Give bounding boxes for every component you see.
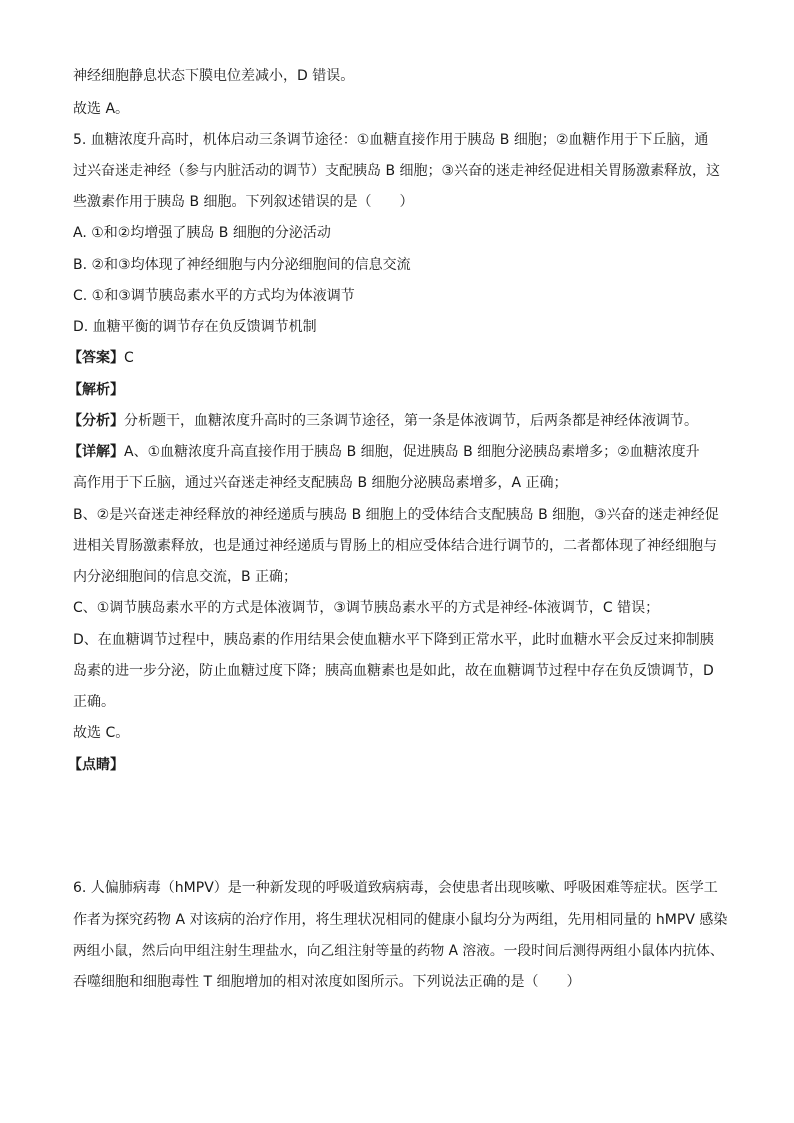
text-line: 神经细胞静息状态下膜电位差减小，D 错误。 bbox=[73, 68, 355, 84]
question-6-stem: 两组小鼠，然后向甲组注射生理盐水，向乙组注射等量的药物 A 溶液。一段时间后测得两组小鼠体内抗体、 bbox=[73, 943, 724, 959]
question-5-stem: 些激素作用于胰岛 B 细胞。下列叙述错误的是（ ） bbox=[73, 194, 414, 210]
fenxi-tag: 【分析】 bbox=[68, 413, 124, 429]
fenxi-text: 分析题干，血糖浓度升高时的三条调节途径，第一条是体液调节，后两条都是神经体液调节。 bbox=[124, 413, 698, 429]
answer-value: C bbox=[124, 350, 134, 366]
question-6-stem: 6. 人偏肺病毒（hMPV）是一种新发现的呼吸道致病病毒，会使患者出现咳嗽、呼吸困难等症状。医学工 bbox=[73, 880, 718, 896]
text-line: 故选 A。 bbox=[73, 101, 130, 117]
analysis-tag: 【解析】 bbox=[68, 382, 124, 398]
detail-line: 高作用于下丘脑，通过兴奋迷走神经支配胰岛 B 细胞分泌胰岛素增多，A 正确； bbox=[73, 475, 568, 491]
option-c: C. ①和③调节胰岛素水平的方式均为体液调节 bbox=[73, 288, 355, 304]
detail-line: 内分泌细胞间的信息交流，B 正确； bbox=[73, 569, 298, 585]
detail-line: 故选 C。 bbox=[73, 725, 130, 741]
question-6-stem: 吞噬细胞和细胞毒性 T 细胞增加的相对浓度如图所示。下列说法正确的是（ ） bbox=[73, 974, 581, 990]
question-6-stem: 作者为探究药物 A 对该病的治疗作用，将生理状况相同的健康小鼠均分为两组，先用相同量的 hMPV 感染 bbox=[73, 912, 728, 928]
detail-line bbox=[68, 442, 728, 462]
detail-text: A、①血糖浓度升高直接作用于胰岛 B 细胞，促进胰岛 B 细胞分泌胰岛素增多；②血糖浓度升 bbox=[124, 444, 700, 460]
detail-line: C、①调节胰岛素水平的方式是体液调节，③调节胰岛素水平的方式是神经-体液调节，C 错误； bbox=[73, 600, 660, 616]
answer-line bbox=[68, 348, 728, 368]
detail-tag: 【详解】 bbox=[68, 444, 124, 460]
comment-tag: 【点睛】 bbox=[68, 757, 124, 773]
question-5-stem: 过兴奋迷走神经（参与内脏活动的调节）支配胰岛 B 细胞；③兴奋的迷走神经促进相关胃肠激素释放，这 bbox=[73, 163, 721, 179]
detail-line: 正确。 bbox=[73, 694, 115, 710]
detail-line: D、在血糖调节过程中，胰岛素的作用结果会使血糖水平下降到正常水平，此时血糖水平会反过来抑制胰 bbox=[73, 632, 714, 648]
option-d: D. 血糖平衡的调节存在负反馈调节机制 bbox=[73, 319, 317, 335]
analysis-heading bbox=[68, 380, 728, 400]
option-b: B. ②和③均体现了神经细胞与内分泌细胞间的信息交流 bbox=[73, 257, 411, 273]
detail-line: B、②是兴奋迷走神经释放的神经递质与胰岛 B 细胞上的受体结合支配胰岛 B 细胞，③兴奋的迷走神经促 bbox=[73, 507, 719, 523]
comment-heading bbox=[68, 755, 728, 775]
detail-line: 岛素的进一步分泌，防止血糖过度下降；胰高血糖素也是如此，故在血糖调节过程中存在负反馈调节，D bbox=[73, 663, 714, 679]
question-5-stem: 5. 血糖浓度升高时，机体启动三条调节途径：①血糖直接作用于胰岛 B 细胞；②血糖作用于下丘脑，通 bbox=[73, 132, 709, 148]
analysis-summary bbox=[68, 411, 728, 431]
detail-line: 进相关胃肠激素释放，也是通过神经递质与胃肠上的相应受体结合进行调节的，二者都体现了神经细胞与 bbox=[73, 538, 717, 554]
answer-tag: 【答案】 bbox=[68, 350, 124, 366]
option-a: A. ①和②均增强了胰岛 B 细胞的分泌活动 bbox=[73, 225, 331, 241]
